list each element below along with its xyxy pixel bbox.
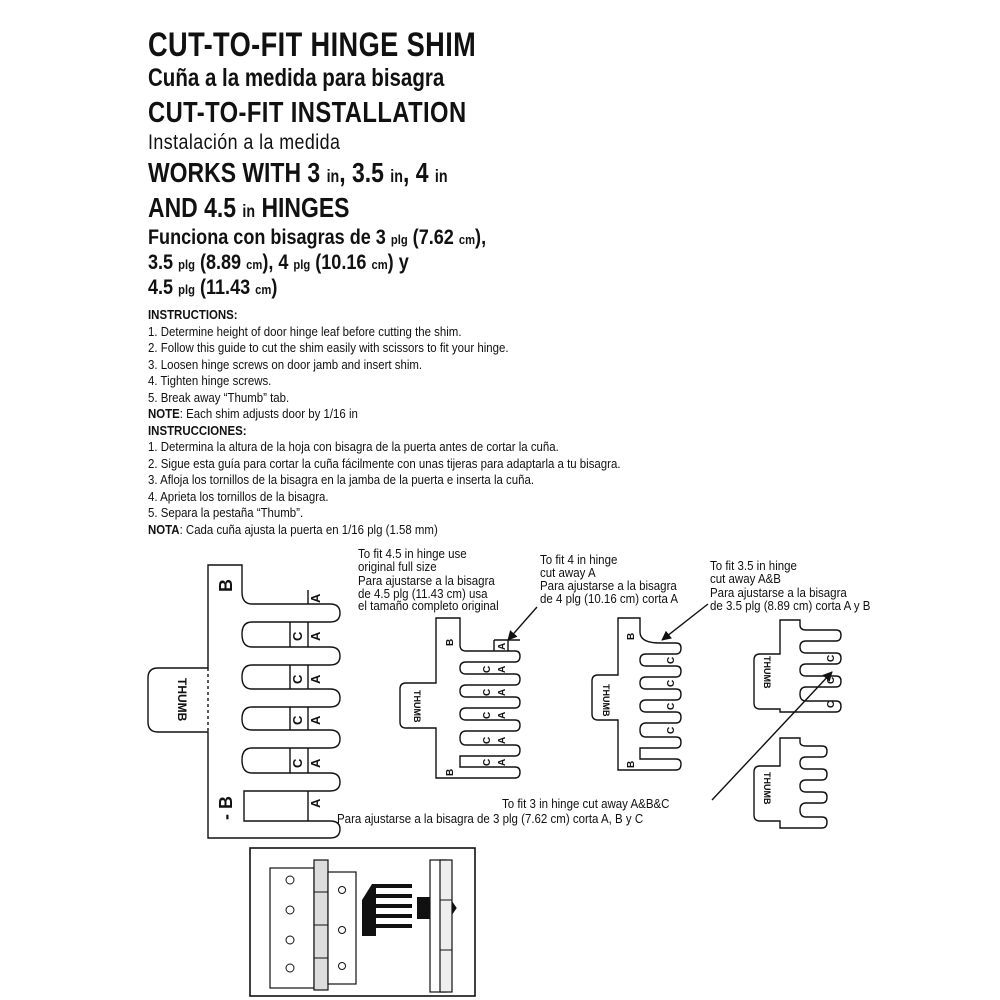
callout-fit-3-5-es: Para ajustarse a la bisagra de 3.5 plg (8.89 cm) corta A y B	[710, 586, 871, 613]
large-shim-letters	[175, 579, 323, 820]
title-es: Cuña a la medida para bisagra	[148, 64, 445, 92]
funciona-line-2: 3.5 plg (8.89 cm), 4 plg (10.16 cm) y	[148, 251, 409, 274]
callout-fit-3-en: To fit 3 in hinge cut away A&B&C	[502, 797, 670, 811]
instruction-step: 3. Loosen hinge screws on door jamb and insert shim.	[148, 356, 423, 372]
label-c: C	[482, 758, 493, 766]
label-a: A	[497, 736, 508, 744]
label-c: C	[482, 711, 493, 719]
label-a: A	[308, 593, 323, 603]
callout-fit-4-en: To fit 4 in hinge cut away A	[540, 553, 618, 580]
label-a: A	[497, 711, 508, 719]
label-c: C	[290, 674, 305, 684]
note-en: NOTE: Each shim adjusts door by 1/16 in	[148, 406, 358, 421]
instructions-heading: INSTRUCTIONS:	[148, 307, 238, 322]
callout-fit-4-5-es: Para ajustarse a la bisagra de 4.5 plg (11.43 cm) usa el tamaño completo original	[358, 574, 499, 613]
subtitle-en: CUT-TO-FIT INSTALLATION	[148, 97, 467, 129]
label-a: A	[308, 674, 323, 684]
note-es: NOTA: Cada cuña ajusta la puerta en 1/16 plg (1.58 mm)	[148, 521, 438, 537]
instruction-step: 4. Tighten hinge screws.	[148, 373, 272, 388]
callout-fit-4-es: Para ajustarse a la bisagra de 4 plg (10.16 cm) corta A	[540, 579, 679, 606]
label-thumb: THUMB	[601, 684, 611, 717]
funciona-line-1: Funciona con bisagras de 3 plg (7.62 cm),	[148, 226, 487, 249]
label-a: A	[497, 758, 508, 766]
label-c: C	[290, 715, 305, 725]
instruccion-paso: 1. Determina la altura de la hoja con bisagra de la puerta antes de cortar la cuña.	[148, 439, 559, 454]
label-b: B	[626, 760, 637, 768]
arrow-cut-a	[508, 607, 537, 640]
callout-fit-3-5-en: To fit 3.5 in hinge cut away A&B	[710, 559, 797, 586]
instruccion-paso: 5. Separa la pestaña “Thumb”.	[148, 505, 304, 520]
works-with-line-1: WORKS WITH 3 in, 3.5 in, 4 in	[148, 157, 448, 188]
label-b-top: B	[216, 579, 236, 592]
label-a: A	[308, 798, 323, 808]
hinge-installation-illustration	[250, 848, 475, 996]
label-c: C	[482, 665, 493, 673]
instruccion-paso: 4. Aprieta los tornillos de la bisagra.	[148, 488, 329, 504]
callout-fit-4-5-en: To fit 4.5 in hinge use original full size	[358, 547, 467, 574]
instruction-step: 5. Break away “Thumb” tab.	[148, 389, 290, 405]
label-c: C	[290, 631, 305, 641]
label-b: B	[445, 638, 456, 646]
label-c: C	[666, 656, 677, 664]
label-a: A	[308, 715, 323, 725]
label-c: C	[482, 736, 493, 744]
label-c: C	[826, 654, 837, 662]
label-b-bottom: - B	[216, 796, 236, 820]
instruction-step: 1. Determine height of door hinge leaf before cutting the shim.	[148, 323, 462, 339]
shim-3-letters	[762, 772, 772, 805]
label-c: C	[482, 688, 493, 696]
instruction-step: 2. Follow this guide to cut the shim easily with scissors to fit your hinge.	[148, 340, 509, 355]
label-c: C	[666, 702, 677, 710]
label-c: C	[290, 758, 305, 768]
label-c: C	[826, 676, 837, 684]
label-a: A	[308, 631, 323, 641]
funciona-line-3: 4.5 plg (11.43 cm)	[148, 276, 278, 299]
instrucciones-heading: INSTRUCCIONES:	[148, 422, 247, 438]
works-with-line-2: AND 4.5 in HINGES	[148, 192, 350, 223]
label-a: A	[497, 688, 508, 696]
label-thumb: THUMB	[762, 772, 772, 805]
label-thumb: THUMB	[412, 690, 422, 723]
title-en: CUT-TO-FIT HINGE SHIM	[148, 26, 477, 64]
instruccion-paso: 2. Sigue esta guía para cortar la cuña fácilmente con unas tijeras para adaptarla a tu bisagra.	[148, 455, 621, 471]
instruccion-paso: 3. Afloja los tornillos de la bisagra en la jamba de la puerta e inserta la cuña.	[148, 472, 535, 487]
label-c: C	[666, 726, 677, 734]
label-b: B	[626, 632, 637, 640]
label-c: C	[666, 679, 677, 687]
label-thumb: THUMB	[175, 678, 189, 722]
label-b: B	[445, 768, 456, 776]
label-thumb: THUMB	[762, 656, 772, 689]
label-a: A	[497, 642, 508, 650]
subtitle-es: Instalación a la medida	[148, 131, 341, 154]
callout-fit-3-es: Para ajustarse a la bisagra de 3 plg (7.62 cm) corta A, B y C	[337, 812, 644, 826]
label-a: A	[497, 665, 508, 673]
label-a: A	[308, 758, 323, 768]
label-c: C	[826, 700, 837, 708]
shim-3-5-letters	[762, 655, 837, 708]
arrow-cut-ab	[662, 604, 708, 640]
